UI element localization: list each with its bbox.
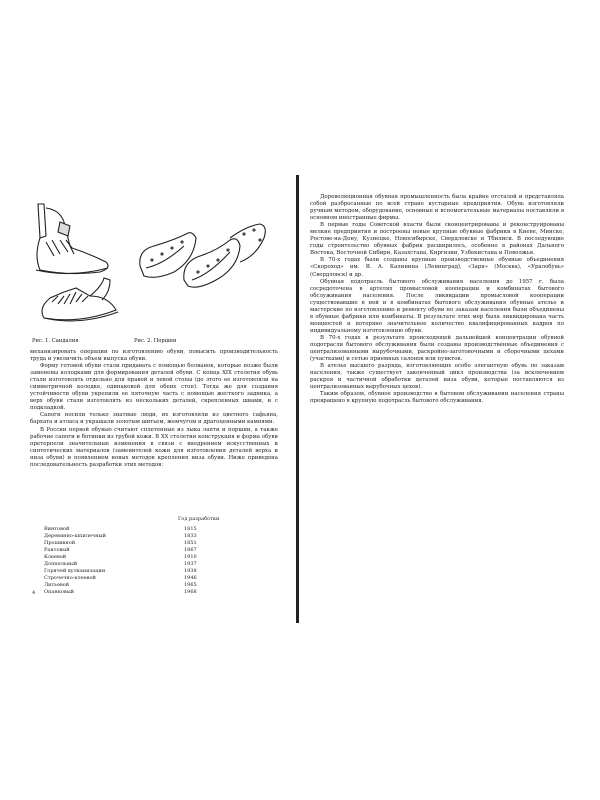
method-year: 1968	[184, 589, 197, 595]
method-name: Доппельный	[44, 561, 78, 567]
method-name: Строчечно-клеевой	[44, 575, 96, 581]
porshni-illustration	[134, 210, 274, 320]
method-year: 1910	[184, 554, 197, 560]
method-year: 1938	[184, 568, 197, 574]
paragraph: Обувная подотрасль бытового обслуживания населения до 1957 г. была сосредоточена в артелях промысловой кооперации и комбинатах бытового обслуживания населения. После ликвидации промысловой кооперации существовавшие в ней и в комбинатах бытового обслуживания обувные ателье и мастерские по изготовлению и ремонту обуви по заказам населения были объединены в обувные фабрики или комбинаты. В результате этих мер была ликвидирована часть мощностей и потеряно значительное количество квалифицированных кадров по индивидуальному изготовлению обуви.	[310, 278, 564, 334]
table-header: Год разработки	[178, 516, 220, 522]
figure-illustrations	[30, 196, 278, 336]
method-name: Винтовой	[44, 526, 70, 532]
figure-1-caption: Рис. 1. Сандалия	[32, 338, 79, 344]
paragraph: В первые годы Советской власти были сконцентрированы и реконструированы мелкие предприятия и построены новые крупные обувные фабрики в Киеве, Минске, Ростове-на-Дону, Кузнецке, Новосибирске, Свердловске и Тбилиси. В последующие годы строительство обувных фабрик расширилось, особенно в районах Дальнего Востока, Восточной Сибири, Казахстана, Киргизии, Узбекистана и Поволжья.	[310, 222, 564, 257]
left-page-text	[30, 349, 278, 469]
method-name: Деревянно-шпилечный	[44, 533, 106, 539]
method-year: 1946	[184, 575, 197, 581]
paragraph: Дореволюционная обувная промышленность была крайне отсталой и представляла собой разбросанные по всей стране кустарные предприятия. Обувь изготовляли ручным методом, оборудование, основные и вспомогательные материалы поставляли в основном иностранные фирмы.	[310, 194, 564, 222]
method-name: Рантовый	[44, 547, 70, 553]
book-spine	[296, 175, 299, 623]
paragraph: Форму готовой обуви стали придавать с помощью болванок, которые позже были заменены колодками для формирования деталей обуви. С конца XIX столетия обувь стали изготовлять отдельно для правой и левой стопы (до этого ее изготовляли на симметричной колодке, одинаковой для обеих стоп). Тогда же для создания устойчивости обуви укрепили ее пяточную часть с помощью жесткого задника, а верх обуви стали изготовлять из нескольких деталей, скрепленных швами, и с подкладкой.	[30, 363, 278, 412]
table-row	[44, 575, 244, 582]
method-year: 1851	[184, 540, 197, 546]
table-row	[44, 568, 244, 575]
table-row	[44, 561, 244, 568]
paragraph: В 70-х годах в результате происходящей дальнейшей концентрации обувной подотрасли бытового обслуживания были созданы производственные объединения с централизованными вырубочными, раскройно-заготовочными и сборочными цехами (участками) и сетью приемных салонов или пунктов.	[310, 334, 564, 363]
paragraph: Таким образом, обувное производство в бытовом обслуживании населения страны превращено в крупную подотрасль бытового обслуживания.	[310, 391, 564, 405]
method-name: Литьевой	[44, 582, 70, 588]
table-row	[44, 540, 244, 547]
page-number: 4	[32, 590, 36, 596]
table-row	[44, 554, 244, 561]
method-year: 1937	[184, 561, 197, 567]
method-name: Клеевой	[44, 554, 67, 560]
left-page	[30, 196, 278, 616]
table-row	[44, 582, 244, 589]
figure-2-caption: Рис. 2. Поршни	[134, 338, 177, 344]
method-year: 1867	[184, 547, 197, 553]
method-name: Опанковый	[44, 589, 75, 595]
table-row	[44, 589, 244, 596]
table-row	[44, 533, 244, 540]
paragraph: Сапоги носили только знатные люди, их изготовляли из цветного сафьяна, бархата и атласа и украшали золотым шитьем, жемчугом и драгоценными камнями.	[30, 412, 278, 426]
method-year: 1965	[184, 582, 197, 588]
right-page	[310, 194, 564, 524]
table-row	[44, 526, 244, 533]
method-year: 1815	[184, 526, 197, 532]
paragraph: В ателье высшего разряда, изготовляющих особо элегантную обувь по заказам населения, также существует законченный цикл производства (за исключением раскроя и частичной обработки деталей низа обуви, которые поставляются из централизованных вырубочных цехов).	[310, 363, 564, 391]
method-name: Горячей вулканизации	[44, 568, 106, 574]
method-name: Прошивной	[44, 540, 76, 546]
paragraph: В 70-х годах были созданы крупные производственные обувные объединения «Скороход» им. Я. А. Калинина (Ленинград), «Заря» (Москва), «Уралобувь» (Свердловск) и др.	[310, 257, 564, 278]
sandal-illustration	[30, 196, 125, 336]
right-page-text	[310, 194, 564, 405]
table-row	[44, 547, 244, 554]
paragraph: В России первой обувью считают сплетенные из лыка лапти и поршни, а также рабочие сапоги и ботинки из грубой кожи. В XX столетии конструкция и форма обуви претерпели значительные изменения в связи с внедрением искусственных и синтетических материалов (заменителей кожи для изготовления деталей верха и низа обуви) и появлением новых методов крепления низа обуви. Ниже приведена последовательность разработки этих методов:	[30, 426, 278, 468]
paragraph: механизировать операции по изготовлению обуви, повысить производительность труда и увеличить объем выпуска обуви.	[30, 349, 278, 363]
method-year: 1833	[184, 533, 197, 539]
